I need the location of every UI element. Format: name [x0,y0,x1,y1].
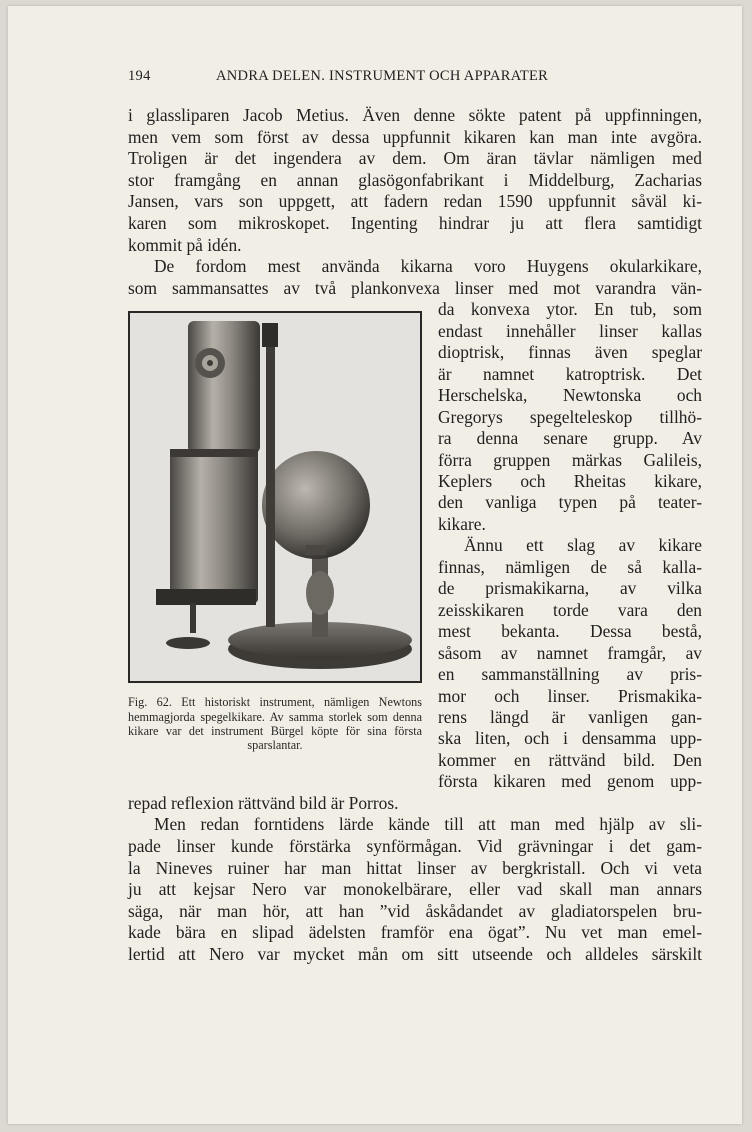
text-line: karen som mikroskopet. Ingenting hindrar ju att flera samtidigt [128,212,702,233]
figure-62 [128,311,422,792]
telescope-photo [128,311,422,683]
top-text-block [128,105,702,299]
text-line: mest bekanta. Dessa bestå, [438,621,702,642]
text-line: kommer en rättvänd bild. Den [438,749,702,770]
running-title: ANDRA DELEN. INSTRUMENT OCH APPARATER [216,68,549,84]
text-line: repad reflexion rättvänd bild är Porros. [128,792,399,813]
text-line: zeisskikaren torde vara den [438,599,702,620]
newton-telescope-illustration [130,313,420,681]
text-line: lertid att Nero var mycket mån om sitt utseende och alldeles särskilt [128,943,702,964]
text-line: förra gruppen märkas Galileis, [438,449,702,470]
text-line: men vem som först av dessa uppfunnit kikaren kan man inte avgöra. [128,126,702,147]
text-line: i glassliparen Jacob Metius. Även denne sökte patent på uppfinningen, [128,105,702,125]
text-line: säga, när man hör, att han ”vid åskådandet av gladiatorspelen bru- [128,900,702,921]
text-line: la Nineves ruiner har man hittat linser av bergkristall. Och vi veta [128,857,702,878]
text-line: Gregorys spegelteleskop tillhö- [438,406,702,427]
text-line: Ännu ett slag av kikare [464,535,702,556]
text-line: dioptrisk, finnas även speglar [438,342,702,363]
figure-and-text [128,299,702,792]
text-line: en sammanställning av pris- [438,664,702,685]
text-line: de prismakikarna, av vilka [438,578,702,599]
text-line: kommit på idén. [128,234,242,255]
page-number: 194 [128,68,151,84]
text-line: Herschelska, Newtonska och [438,385,702,406]
bottom-text-block [128,793,702,966]
figure-caption: Fig. 62. Ett historiskt instrument, nämligen Newtons hemmagjorda spegelkikare. Av samma storlek som denna kikare var det instrument Bürgel köpte för sina första sparslantar. [128,695,422,752]
text-line: Men redan forntidens lärde kände till att man med hjälp av sli- [154,814,702,835]
text-line: Troligen är det ingendera av dem. Om äran tävlar nämligen med [128,148,702,169]
text-line: ska liten, och i densamma upp- [438,728,702,749]
page-content [128,68,702,966]
text-line: ju att kejsar Nero var monokelbärare, eller vad skall man annars [128,879,702,900]
text-line: stor framgång en annan glasögonfabrikant i Middelburg, Zacharias [128,169,702,190]
text-line: Jansen, vars son uppgett, att fadern redan 1590 uppfunnit såväl ki- [128,191,702,212]
text-line: rens längd är vanligen gan- [438,706,702,727]
book-page [8,6,742,1124]
text-line: är namnet katroptrisk. Det [438,363,702,384]
text-line: den vanliga typen på teater- [438,492,702,513]
text-line: ra denna senare grupp. Av [438,428,702,449]
text-line: da konvexa ytor. En tub, som [438,299,702,320]
text-line: första kikaren med genom upp- [438,771,702,792]
text-line: Keplers och Rheitas kikare, [438,470,702,491]
text-line: De fordom mest använda kikarna voro Huygens okularkikare, [154,256,702,277]
text-line: kade bära en slipad ädelsten framför ena ögat”. Nu vet man emel- [128,922,702,943]
text-line: som sammansattes av två plankonvexa linser med mot varandra vän- [128,277,702,298]
text-line: finnas, nämligen de så kalla- [438,556,702,577]
running-header [128,68,702,85]
text-line: pade linser kunde förstärka synförmågan. Vid grävningar i det gam- [128,835,702,856]
text-line: såsom av namnet framgår, av [438,642,702,663]
text-line: kikare. [438,513,486,534]
text-line: mor och linser. Prismakika- [438,685,702,706]
side-text-column [438,299,702,792]
text-line: endast innehåller linser kallas [438,320,702,341]
